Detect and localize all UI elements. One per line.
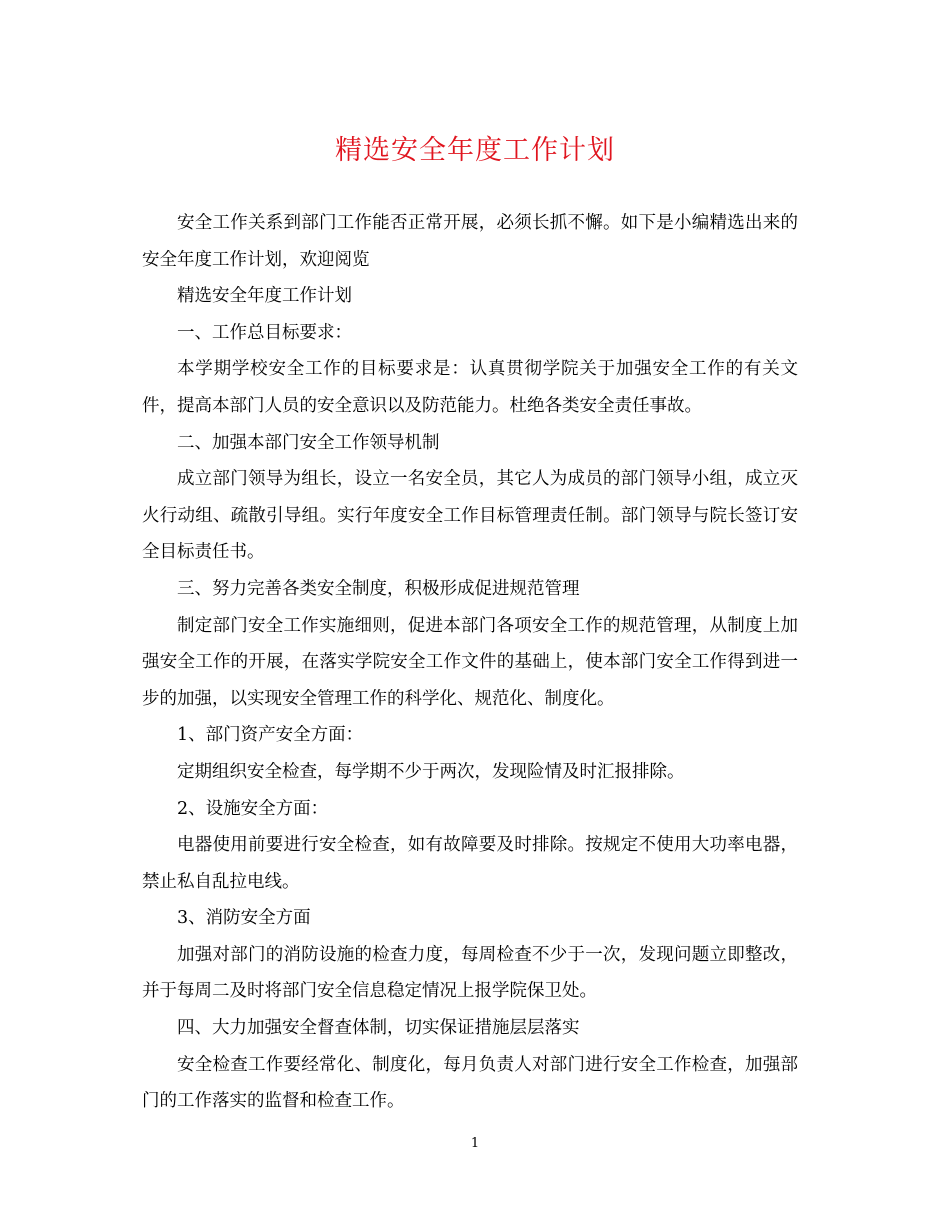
paragraph: 3、消防安全方面 [177, 908, 311, 929]
paragraph: 加强对部门的消防设施的检查力度，每周检查不少于一次，发现问题立即整改，并于每周二及时将部门安全信息稳定情况上报学院保卫处。 [142, 944, 798, 1002]
page-number: 1 [470, 1136, 480, 1151]
paragraph: 成立部门领导为组长，设立一名安全员，其它人为成员的部门领导小组，成立灭火行动组、疏散引导组。实行年度安全工作目标管理责任制。部门领导与院长签订安全目标责任书。 [142, 469, 798, 563]
paragraph: 安全检查工作要经常化、制度化，每月负责人对部门进行安全工作检查，加强部门的工作落实的监督和检查工作。 [142, 1054, 798, 1112]
paragraph: 精选安全年度工作计划 [177, 286, 352, 307]
paragraph: 安全工作关系到部门工作能否正常开展，必须长抓不懈。如下是小编精选出来的安全年度工作计划，欢迎阅览 [142, 213, 798, 270]
document-title: 精选安全年度工作计划 [335, 135, 615, 166]
paragraph: 2、设施安全方面： [177, 798, 329, 819]
paragraph: 1、部门资产安全方面： [177, 725, 364, 746]
paragraph: 制定部门安全工作实施细则，促进本部门各项安全工作的规范管理，从制度上加强安全工作的开展，在落实学院安全工作文件的基础上，使本部门安全工作得到进一步的加强，以实现安全管理工作的科学化、规范化、制度化。 [142, 615, 798, 709]
document-body [142, 205, 798, 1120]
paragraph: 本学期学校安全工作的目标要求是：认真贯彻学院关于加强安全工作的有关文件，提高本部门人员的安全意识以及防范能力。杜绝各类安全责任事故。 [142, 359, 798, 416]
paragraph: 一、工作总目标要求： [177, 322, 352, 343]
paragraph: 三、努力完善各类安全制度，积极形成促进规范管理 [177, 578, 580, 599]
paragraph: 电器使用前要进行安全检查，如有故障要及时排除。按规定不使用大功率电器，禁止私自乱拉电线。 [142, 835, 798, 892]
paragraph: 二、加强本部门安全工作领导机制 [177, 432, 440, 453]
paragraph: 四、大力加强安全督查体制，切实保证措施层层落实 [177, 1018, 580, 1039]
paragraph: 定期组织安全检查，每学期不少于两次，发现险情及时汇报排除。 [177, 761, 685, 782]
